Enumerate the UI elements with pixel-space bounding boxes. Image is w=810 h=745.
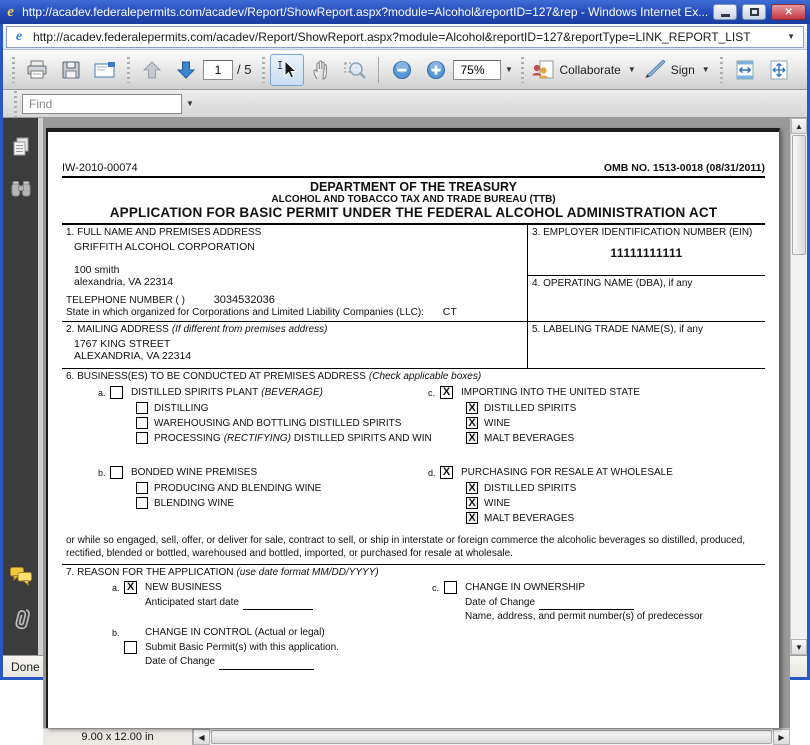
checkbox-label-note: (RECTIFYING) (223, 432, 291, 444)
title-bar (0, 0, 810, 24)
blank-line (219, 661, 314, 670)
section-6-label-note: (Check applicable boxes) (368, 371, 482, 382)
binoculars-icon (10, 180, 32, 198)
page-count-label: / 5 (237, 62, 252, 77)
pdf-toolbar (3, 50, 807, 90)
select-tool-button[interactable] (270, 54, 304, 86)
checkbox-label: BLENDING WINE (154, 497, 235, 509)
checkbox-label-note: (BEVERAGE) (261, 387, 323, 398)
find-bar (3, 90, 807, 118)
paperclip-icon (8, 604, 33, 632)
field-2 (62, 322, 527, 368)
checkbox-blending-wine (136, 497, 148, 509)
form-titles (62, 178, 765, 225)
vertical-scroll-thumb[interactable] (792, 135, 806, 255)
bureau-title: ALCOHOL AND TOBACCO TAX AND TRADE BUREAU (TTB) (271, 194, 556, 205)
url-box[interactable] (6, 26, 804, 48)
url-input[interactable] (31, 29, 779, 45)
page-size-indicator: 9.00 x 12.00 in (43, 729, 193, 745)
ein-value: 11111111111 (610, 246, 683, 260)
checkbox-label: WINE (484, 417, 511, 429)
checkbox-label: PURCHASING FOR RESALE AT WHOLESALE (461, 467, 673, 478)
toolbar-separator (378, 57, 379, 83)
field-4 (528, 276, 765, 322)
checkbox-change-in-control (124, 641, 137, 654)
document-viewport (43, 118, 790, 728)
sign-icon (642, 60, 668, 80)
checkbox-label: DISTILLED SPIRITS AND WIN (293, 432, 432, 444)
reason-a-group (112, 581, 418, 610)
collaborate-dropdown-icon: ▼ (627, 65, 636, 74)
status-text: Done (11, 659, 40, 674)
premises-address-line2: alexandria, VA 22314 (74, 276, 174, 288)
page-down-icon (175, 59, 197, 81)
navigation-pane (3, 118, 43, 655)
checkbox-label: DISTILLED SPIRITS PLANT (131, 387, 259, 398)
horizontal-scrollbar (43, 728, 790, 745)
business-d-group (428, 466, 765, 524)
checkbox-label: DISTILLED SPIRITS (484, 482, 577, 494)
applicant-name: GRIFFITH ALCOHOL CORPORATION (74, 241, 255, 253)
save-button[interactable] (54, 54, 88, 86)
scroll-right-button[interactable]: ▶ (773, 729, 790, 745)
sign-dropdown-icon: ▼ (701, 65, 710, 74)
field-4-label: 4. OPERATING NAME (DBA), if any (532, 278, 693, 289)
toolbar-grip (12, 57, 15, 83)
toolbar-grip (14, 91, 17, 117)
scroll-up-button[interactable]: ▲ (791, 118, 807, 134)
blank-line (243, 601, 313, 610)
form-grid (62, 225, 765, 369)
page-up-icon (141, 59, 163, 81)
toolbar-grip (521, 57, 524, 83)
item-letter: a. (98, 387, 106, 398)
department-title: DEPARTMENT OF THE TREASURY (310, 180, 517, 194)
section-7-label-note: (use date format MM/DD/YYYY) (236, 567, 379, 578)
state-label: State in which organized for Corporations and Limited Liability Companies (LLC): (66, 307, 424, 318)
field-1 (62, 225, 527, 322)
checkbox-label: PROCESSING (154, 432, 221, 444)
checkbox-processing (136, 432, 148, 444)
checkbox-label: CHANGE IN CONTROL (Actual or legal) (145, 627, 325, 638)
page-favicon-icon: e (15, 28, 23, 44)
checkbox-label: BONDED WINE PREMISES (131, 467, 258, 478)
vertical-scrollbar (790, 118, 807, 655)
checkbox-label: DISTILLED SPIRITS (484, 402, 577, 414)
page-header (62, 162, 765, 178)
checkbox-bonded-wine-premises (110, 466, 123, 479)
business-a-group (98, 386, 432, 444)
checkbox-label: PRODUCING AND BLENDING WINE (154, 482, 322, 494)
phone-row (66, 294, 523, 306)
marquee-zoom-icon (343, 58, 367, 82)
form-title: APPLICATION FOR BASIC PERMIT UNDER THE FEDERAL ALCOHOL ADMINISTRATION ACT (109, 205, 718, 220)
item-letter: d. (428, 467, 436, 478)
checkbox-label: WINE (484, 497, 511, 509)
checkbox-label: MALT BEVERAGES (484, 432, 575, 444)
find-box[interactable] (22, 94, 182, 114)
date-of-change-label: Date of Change (145, 656, 216, 667)
vertical-scroll-track[interactable] (791, 256, 807, 639)
zoom-out-button[interactable] (385, 54, 419, 86)
scroll-left-button[interactable]: ◀ (193, 729, 210, 745)
email-icon (93, 60, 117, 80)
find-input[interactable] (27, 96, 186, 112)
item-letter: a. (112, 583, 120, 593)
field-3 (528, 225, 765, 276)
checkbox-change-in-ownership (444, 581, 457, 594)
comments-icon (9, 566, 33, 586)
field-2-label-note: (If different from premises address) (171, 324, 328, 335)
omb-number: OMB NO. 1513-0018 (08/31/2011) (603, 162, 765, 174)
pdf-page (46, 128, 780, 728)
next-page-button[interactable] (169, 54, 203, 86)
select-tool-icon (275, 58, 299, 82)
pages-icon (11, 136, 31, 158)
field-1-label: 1. FULL NAME AND PREMISES ADDRESS (66, 227, 262, 238)
item-letter: c. (432, 583, 440, 593)
field-5 (528, 322, 765, 368)
fit-width-button[interactable] (728, 54, 762, 86)
checkbox-purchasing-wholesale: X (440, 466, 453, 479)
item-letter: b. (112, 628, 120, 638)
section-6-footer-text: or while so engaged, sell, offer, or deliver for sale, contract to sell, or ship in interstate or foreign commerce the alcoholic beverages so distilled, produced, rectified, blended or bottled, warehoused and bottled, imported, or purchased for resale at wholesale. (62, 527, 765, 565)
section-6-checkboxes (62, 384, 765, 527)
state-value: CT (442, 306, 457, 318)
close-button[interactable]: ✕ (771, 4, 806, 20)
item-letter: c. (428, 387, 436, 398)
checkbox-resale-malt-beverages: X (466, 512, 478, 524)
hand-tool-icon (309, 58, 333, 82)
predecessor-note: Name, address, and permit number(s) of predecessor (465, 611, 703, 622)
checkbox-import-wine: X (466, 417, 478, 429)
toolbar-grip (262, 57, 265, 83)
item-letter: b. (98, 467, 106, 478)
pages-panel-button[interactable] (7, 132, 35, 162)
date-of-change-label: Date of Change (465, 596, 536, 608)
comments-panel-button[interactable] (7, 561, 35, 591)
business-c-group (428, 386, 765, 444)
zoom-dropdown-icon[interactable]: ▼ (505, 65, 513, 74)
checkbox-label: DISTILLING (154, 402, 209, 414)
checkbox-producing-blending-wine (136, 482, 148, 494)
collaborate-button[interactable] (529, 54, 640, 86)
premises-address-line1: 100 smith (74, 264, 120, 276)
checkbox-label: IMPORTING INTO THE UNITED STATE (461, 387, 641, 398)
section-7-header (62, 565, 765, 581)
print-button[interactable] (20, 54, 54, 86)
fit-width-icon (734, 59, 756, 81)
checkbox-importing: X (440, 386, 453, 399)
checkbox-label: WAREHOUSING AND BOTTLING DISTILLED SPIRITS (154, 417, 402, 429)
blank-line (539, 601, 634, 610)
checkbox-distilled-spirits-plant (110, 386, 123, 399)
collaborate-label: Collaborate (559, 62, 621, 77)
document-main (43, 118, 790, 743)
find-dropdown-icon[interactable]: ▼ (186, 99, 194, 108)
anticipated-start-date-label: Anticipated start date (145, 596, 239, 608)
business-b-group (98, 466, 418, 509)
marquee-zoom-button[interactable] (338, 54, 372, 86)
field-5-label: 5. LABELING TRADE NAME(S), if any (532, 324, 703, 335)
zoom-in-icon (425, 59, 447, 81)
checkbox-label: NEW BUSINESS (145, 582, 222, 593)
field-3-label: 3. EMPLOYER IDENTIFICATION NUMBER (EIN) (532, 227, 753, 238)
zoom-level-input[interactable] (453, 60, 501, 80)
ie-logo-icon: e (7, 3, 14, 20)
attachments-panel-button[interactable] (7, 603, 35, 633)
reason-b-group (112, 626, 418, 670)
zoom-in-button[interactable] (419, 54, 453, 86)
section-7-label: 7. REASON FOR THE APPLICATION (66, 567, 234, 578)
checkbox-import-distilled-spirits: X (466, 402, 478, 414)
window-title: http://acadev.federalepermits.com/acadev/Report/ShowReport.aspx?module=Alcohol&reportID=127&rep - Windows Internet Ex... (22, 5, 709, 19)
save-icon (60, 59, 82, 81)
submit-permit-note: Submit Basic Permit(s) with this application. (145, 641, 339, 653)
phone-label: TELEPHONE NUMBER ( ) (66, 295, 185, 306)
fit-page-button[interactable] (762, 54, 796, 86)
zoom-out-icon (391, 59, 413, 81)
sign-label: Sign (670, 62, 695, 77)
checkbox-new-business: X (124, 581, 137, 594)
section-6-header (62, 369, 765, 384)
address-bar (3, 24, 807, 50)
phone-value: 3034532036 (213, 294, 275, 306)
toolbar-grip (127, 57, 130, 83)
field-2-label: 2. MAILING ADDRESS (66, 324, 169, 335)
document-number: IW-2010-00074 (62, 162, 138, 174)
previous-page-button[interactable] (135, 54, 169, 86)
checkbox-warehousing-bottling (136, 417, 148, 429)
page-number-input[interactable] (203, 60, 233, 80)
collaborate-icon (530, 59, 556, 81)
horizontal-scroll-track[interactable] (210, 729, 773, 745)
state-row (66, 306, 523, 318)
email-button[interactable] (88, 54, 122, 86)
checkbox-resale-distilled-spirits: X (466, 482, 478, 494)
search-panel-button[interactable] (7, 174, 35, 204)
horizontal-scroll-thumb[interactable] (211, 730, 772, 744)
fit-page-icon (768, 59, 790, 81)
scroll-down-button[interactable]: ▼ (791, 639, 807, 655)
mailing-address-line1: 1767 KING STREET (74, 338, 171, 350)
checkbox-resale-wine: X (466, 497, 478, 509)
mailing-address-line2: ALEXANDRIA, VA 22314 (74, 350, 192, 362)
section-6-label: 6. BUSINESS(ES) TO BE CONDUCTED AT PREMISES ADDRESS (66, 371, 366, 382)
sign-button[interactable] (641, 54, 715, 86)
toolbar-grip (720, 57, 723, 83)
reason-c-group (432, 581, 765, 625)
url-dropdown-icon[interactable]: ▼ (787, 32, 795, 41)
minimize-button[interactable] (713, 4, 737, 20)
hand-tool-button[interactable] (304, 54, 338, 86)
maximize-button[interactable] (742, 4, 766, 20)
print-icon (25, 59, 49, 81)
checkbox-label: MALT BEVERAGES (484, 512, 575, 524)
checkbox-label: CHANGE IN OWNERSHIP (465, 582, 586, 593)
checkbox-distilling (136, 402, 148, 414)
section-7-row (62, 581, 765, 670)
checkbox-import-malt-beverages: X (466, 432, 478, 444)
